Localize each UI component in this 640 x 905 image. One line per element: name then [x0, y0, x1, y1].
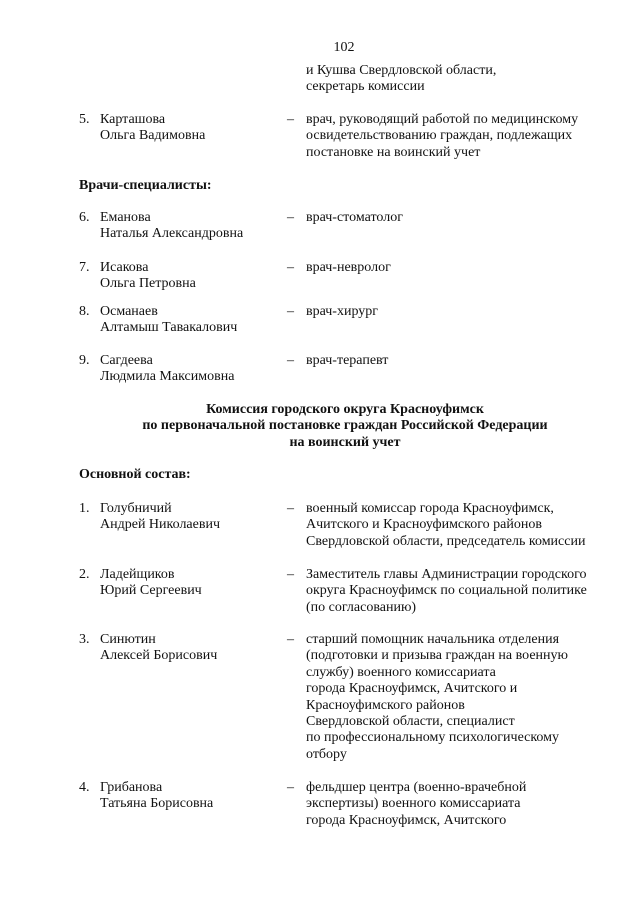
entry-number: 2.	[79, 567, 90, 582]
entry-number: 3.	[79, 632, 90, 647]
dash: –	[287, 304, 294, 319]
surname: Ладейщиков	[100, 567, 175, 582]
continuation-line: и Кушва Свердловской области,	[306, 63, 497, 78]
entry-description	[306, 112, 578, 161]
entry-description: врач-стоматолог	[306, 210, 403, 225]
entry-description	[306, 632, 568, 763]
main-composition-heading: Основной состав:	[79, 467, 191, 482]
surname: Сагдеева	[100, 353, 153, 368]
dash: –	[287, 501, 294, 516]
given-names: Людмила Максимовна	[100, 369, 235, 385]
entry-name	[100, 210, 243, 243]
surname: Синютин	[100, 632, 156, 647]
surname: Карташова	[100, 112, 166, 127]
entry-name	[100, 304, 237, 337]
entry-number: 9.	[79, 353, 90, 368]
desc-line: города Красноуфимск, Ачитского	[306, 812, 507, 828]
entry-description	[306, 780, 526, 829]
entry-name	[100, 353, 234, 386]
desc-line: врач, руководящий работой по медицинскому	[306, 112, 579, 127]
entry-name	[100, 780, 213, 813]
continuation-text	[306, 63, 496, 96]
title-line: на воинский учет	[289, 434, 401, 450]
entry-number: 7.	[79, 260, 90, 275]
surname: Грибанова	[100, 780, 163, 795]
desc-line: военный комиссар города Красноуфимск,	[306, 501, 554, 516]
entry-name	[100, 260, 196, 293]
desc-line: города Красноуфимск, Ачитского и	[306, 681, 518, 697]
desc-line: отбору	[306, 746, 347, 762]
entry-number: 1.	[79, 501, 90, 516]
title-line: Комиссия городского округа Красноуфимск	[206, 402, 484, 417]
entry-name	[100, 567, 202, 600]
desc-line: Заместитель главы Администрации городского	[306, 567, 587, 582]
surname: Голубничий	[100, 501, 172, 516]
desc-line: постановке на воинский учет	[306, 144, 481, 160]
entry-number: 6.	[79, 210, 90, 225]
given-names: Алексей Борисович	[100, 648, 218, 664]
entry-description	[306, 501, 585, 550]
dash: –	[287, 353, 294, 368]
entry-name	[100, 112, 205, 145]
desc-line: Свердловской области, председатель комиссии	[306, 533, 586, 549]
entry-description: врач-невролог	[306, 260, 391, 275]
desc-line: (подготовки и призыва граждан на военную	[306, 648, 568, 664]
entry-name	[100, 501, 220, 534]
surname: Исакова	[100, 260, 149, 275]
desc-line: службу) военного комиссариата	[306, 664, 496, 680]
dash: –	[287, 112, 294, 127]
surname: Османаев	[100, 304, 158, 319]
entry-number: 4.	[79, 780, 90, 795]
given-names: Андрей Николаевич	[100, 517, 220, 533]
dash: –	[287, 632, 294, 647]
given-names: Юрий Сергеевич	[100, 583, 202, 599]
commission-title	[0, 402, 640, 451]
desc-line: округа Красноуфимск по социальной политике	[306, 583, 587, 599]
dash: –	[287, 780, 294, 795]
given-names: Наталья Александровна	[100, 226, 244, 242]
desc-line: старший помощник начальника отделения	[306, 632, 560, 647]
desc-line: освидетельствованию граждан, подлежащих	[306, 128, 573, 144]
given-names: Ольга Петровна	[100, 276, 196, 292]
desc-line: фельдшер центра (военно-врачебной	[306, 780, 527, 795]
entry-description	[306, 567, 587, 616]
page-number: 102	[333, 40, 355, 55]
continuation-line: секретарь комиссии	[306, 79, 425, 95]
given-names: Татьяна Борисовна	[100, 796, 214, 812]
dash: –	[287, 210, 294, 225]
desc-line: Красноуфимского районов	[306, 697, 465, 713]
entry-number: 5.	[79, 112, 90, 127]
desc-line: по профессиональному психологическому	[306, 730, 560, 746]
desc-line: Ачитского и Красноуфимского районов	[306, 517, 542, 533]
title-line: по первоначальной постановке граждан Российской Федерации	[142, 418, 548, 434]
entry-number: 8.	[79, 304, 90, 319]
desc-line: Свердловской области, специалист	[306, 714, 515, 730]
entry-description: врач-терапевт	[306, 353, 389, 368]
surname: Еманова	[100, 210, 151, 225]
given-names: Ольга Вадимовна	[100, 128, 206, 144]
dash: –	[287, 260, 294, 275]
given-names: Алтамыш Тавакалович	[100, 320, 238, 336]
desc-line: (по согласованию)	[306, 599, 417, 615]
entry-name	[100, 632, 217, 665]
dash: –	[287, 567, 294, 582]
desc-line: экспертизы) военного комиссариата	[306, 796, 521, 812]
entry-description: врач-хирург	[306, 304, 379, 319]
specialists-heading: Врачи-специалисты:	[79, 178, 212, 193]
